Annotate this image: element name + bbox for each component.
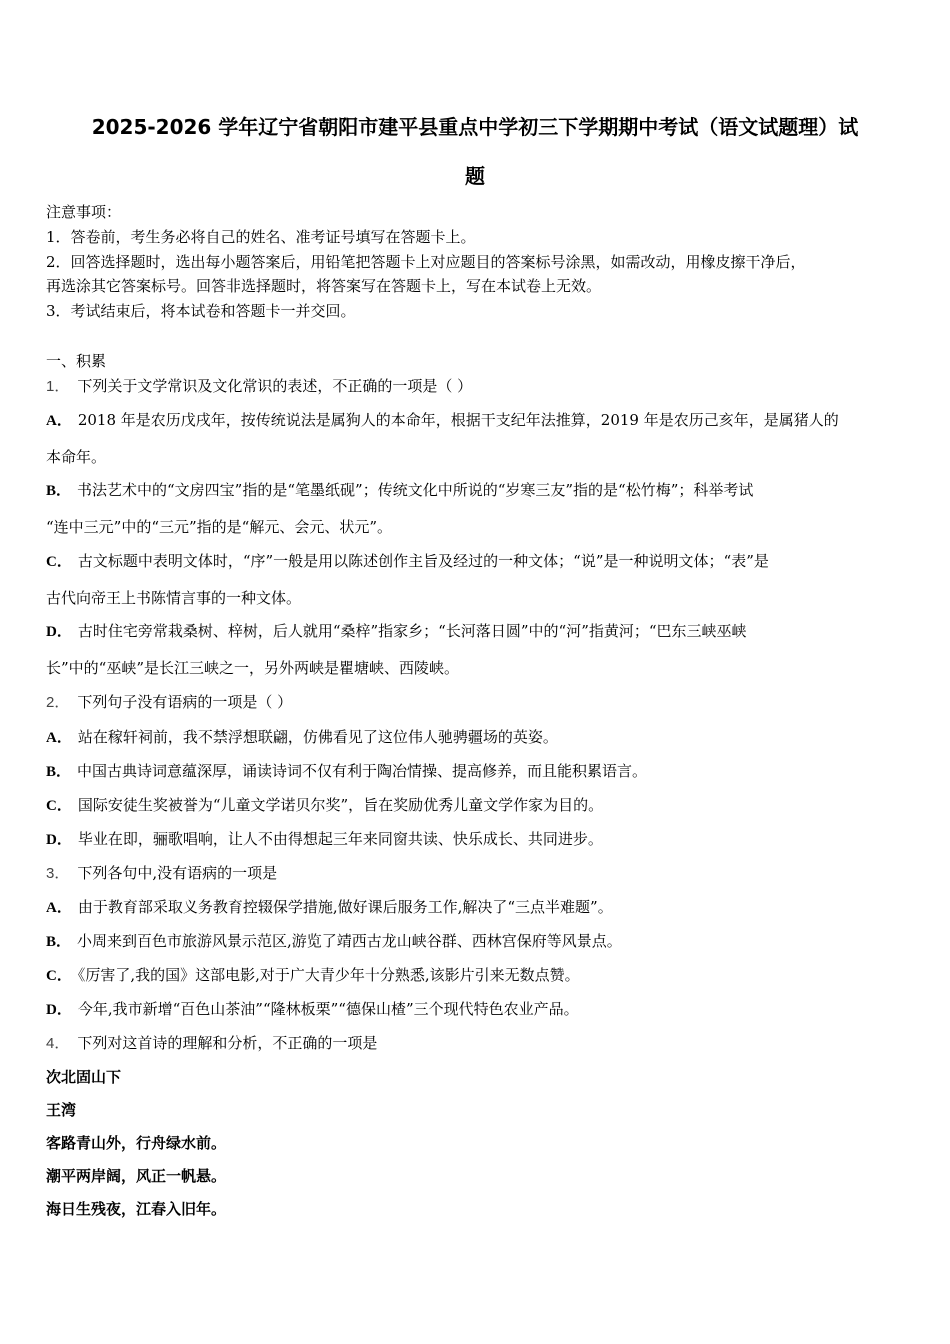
option-line: [46, 728, 558, 747]
question-number: 1．: [46, 378, 70, 395]
question-text: 下列关于文学常识及文化常识的表述，不正确的一项是（ ）: [77, 377, 473, 395]
option-line: [46, 796, 603, 815]
notice-item: 3．考试结束后，将本试卷和答题卡一并交回。: [46, 302, 356, 320]
option-line: [46, 830, 603, 849]
question-text: 下列对这首诗的理解和分析，不正确的一项是: [77, 1034, 378, 1052]
option-letter: D．: [46, 624, 72, 640]
option-text: 由于教育部采取义务教育控辍保学措施,做好课后服务工作,解决了“三点半难题”。: [77, 898, 613, 916]
notice-item: 再选涂其它答案标号。回答非选择题时，将答案写在答题卡上，写在本试卷上无效。: [46, 277, 602, 295]
option-text: 古时住宅旁常栽桑树、梓树，后人就用“桑梓”指家乡；“长河落日圆”中的“河”指黄河；“巴东三峡巫峡: [77, 622, 747, 640]
option-line: [46, 622, 747, 641]
notice-heading: 注意事项：: [46, 203, 122, 221]
option-continuation: “连中三元”中的“三元”指的是“解元、会元、状元”。: [46, 518, 393, 536]
poem-line: 海日生残夜，江春入旧年。: [46, 1200, 227, 1218]
question-stem: [46, 1034, 377, 1053]
option-letter: A．: [46, 900, 72, 916]
option-text: 《厉害了,我的国》这部电影,对于广大青少年十分熟悉,该影片引来无数点赞。: [77, 966, 580, 984]
option-line: [46, 1000, 579, 1019]
option-text: 中国古典诗词意蕴深厚，诵读诗词不仅有利于陶冶情操、提高修养，而且能积累语言。: [77, 762, 648, 780]
option-line: [46, 898, 613, 917]
option-letter: A．: [46, 413, 72, 429]
notice-item: 1．答卷前，考生务必将自己的姓名、准考证号填写在答题卡上。: [46, 228, 476, 246]
exam-title-line2: 题: [465, 164, 485, 188]
option-text: 2018 年是农历戊戌年，按传统说法是属狗人的本命年，根据干支纪年法推算，2019 年是农历己亥年，是属猪人的: [77, 411, 839, 429]
option-letter: B．: [46, 483, 72, 499]
section-heading: 一、积累: [46, 352, 107, 370]
option-letter: D．: [46, 1002, 72, 1018]
option-line: [46, 481, 753, 500]
option-letter: D．: [46, 832, 72, 848]
poem-line: 客路青山外，行舟绿水前。: [46, 1134, 227, 1152]
question-number: 4．: [46, 1035, 70, 1052]
option-text: 毕业在即，骊歌唱响，让人不由得想起三年来同窗共读、快乐成长、共同进步。: [77, 830, 603, 848]
question-stem: [46, 864, 277, 883]
option-letter: C．: [46, 968, 72, 984]
question-number: 2．: [46, 694, 70, 711]
option-letter: C．: [46, 554, 72, 570]
option-text: 站在稼轩祠前，我不禁浮想联翩，仿佛看见了这位伟人驰骋疆场的英姿。: [77, 728, 558, 746]
poem-author: 王湾: [46, 1101, 77, 1119]
question-stem: [46, 377, 472, 396]
option-line: [46, 762, 647, 781]
option-continuation: 本命年。: [46, 448, 107, 466]
poem-line: 潮平两岸阔，风正一帆悬。: [46, 1167, 227, 1185]
question-number: 3．: [46, 865, 70, 882]
question-text: 下列各句中,没有语病的一项是: [77, 864, 278, 882]
option-text: 古文标题中表明文体时，“序”一般是用以陈述创作主旨及经过的一种文体；“说”是一种说明文体；“表”是: [77, 552, 769, 570]
option-line: [46, 932, 622, 951]
option-letter: C．: [46, 798, 72, 814]
notice-item: 2．回答选择题时，选出每小题答案后，用铅笔把答题卡上对应题目的答案标号涂黑，如需改动，用橡皮擦干净后，: [46, 253, 806, 271]
question-stem: [46, 693, 292, 712]
poem-title: 次北固山下: [46, 1068, 122, 1086]
option-text: 今年,我市新增“百色山茶油”“隆林板栗”“德保山楂”三个现代特色农业产品。: [77, 1000, 579, 1018]
question-text: 下列句子没有语病的一项是（ ）: [77, 693, 293, 711]
option-line: [46, 411, 839, 430]
exam-title-line1: 2025-2026 学年辽宁省朝阳市建平县重点中学初三下学期期中考试（语文试题理）试: [91, 115, 859, 139]
option-text: 小周来到百色市旅游风景示范区,游览了靖西古龙山峡谷群、西林宫保府等风景点。: [77, 932, 622, 950]
option-letter: A．: [46, 730, 72, 746]
option-line: [46, 552, 769, 571]
option-letter: B．: [46, 764, 72, 780]
option-letter: B．: [46, 934, 72, 950]
option-continuation: 长”中的“巫峡”是长江三峡之一，另外两峡是瞿塘峡、西陵峡。: [46, 659, 460, 677]
option-text: 书法艺术中的“文房四宝”指的是“笔墨纸砚”；传统文化中所说的“岁寒三友”指的是“松竹梅”；科举考试: [77, 481, 754, 499]
option-continuation: 古代向帝王上书陈情言事的一种文体。: [46, 589, 302, 607]
option-text: 国际安徒生奖被誉为“儿童文学诺贝尔奖”，旨在奖励优秀儿童文学作家为目的。: [77, 796, 604, 814]
option-line: [46, 966, 580, 985]
